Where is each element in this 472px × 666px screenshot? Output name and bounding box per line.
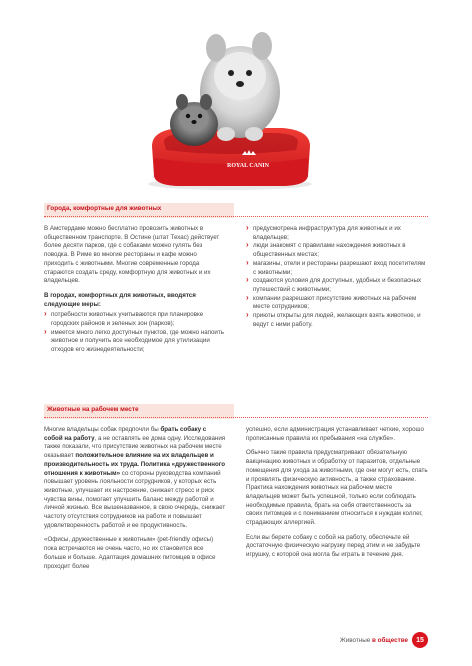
cities-right-column [246, 225, 428, 329]
royal-canin-logo-text: ROYAL CANIN [227, 163, 269, 169]
list-item: › предусмотрена инфраструктура для животных и их владельцев; [246, 225, 428, 242]
list-item: › магазины, отели и рестораны разрешают вход посетителям с животными; [246, 260, 428, 277]
workplace-paragraph-2: «Офисы, дружественные к животным» (pet-friendly офисы) пока встречаются не очень часто, но их становится все больше и больше. Адаптация домашних питомцев в офисе проходит более [44, 536, 216, 570]
list-item: › имеется много легко доступных пунктов, где можно напоить животное и получить все необходимое для утилизации отходов его жизнедеятельности; [44, 329, 226, 355]
puppies-on-bed-illustration [130, 18, 330, 198]
cities-measures-list-continued [246, 225, 428, 329]
workplace-paragraph-1: Многие владельцы собак предпочли бы брать собаку с собой на работу, а не оставлять ее дома одну. Исследования также показали, что присутствие животных на рабочем месте оказывает положительное влияние на их владельцев и производительность их труда. Политика «дружественного отношения к животным» со стороны руководства компаний повышает уровень лояльности сотрудников, у которых есть животные, улучшает их настроение, снижает стресс и риск чувства вины, помогает улучшить баланс между работой и личной жизнью. Все вышеназванное, в свою очередь, снижает частоту отсутствия сотрудников на работе и повышает удовлетворенность работой и ее продуктивность. [44, 426, 226, 529]
page-number: 15 [412, 632, 428, 648]
list-item: › люди знакомят с правилами нахождения животных в общественных местах; [246, 242, 428, 259]
cities-intro-paragraph: В Амстердаме можно бесплатно провозить животных в общественном транспорте. В Остине (штат Техас) действует более десяти парков, где с собаками можно гулять без поводка. В Риме во многие рестораны и кафе можно приходить с животными. Многие современные города стараются создать среду, комфортную для животных и их владельцев. [44, 225, 220, 285]
list-item: › приюты открыты для людей, желающих взять животное, и ведут с ними работу. [246, 312, 428, 329]
list-item: › компании разрешают присутствие животных на рабочем месте сотрудников; [246, 295, 428, 312]
workplace-paragraph-4: Обычно такие правила предусматривают обязательную вакцинацию животных и обработку от паразитов, отдельные помещения для ухода за животными, где они могут есть, спать и проявлять физическую активность, а также страхование. Практика нахождения животных на рабочем месте владельцев может быть успешной, только если соблюдать необходимые правила, брать на себя ответственность за своих питомцев и с пониманием относиться к нуждам коллег, страдающих аллергией. [246, 449, 428, 527]
cities-measures-lead: В городах, комфортных для животных, вводятся следующие меры: [44, 291, 196, 308]
workplace-paragraph-5: Если вы берете собаку с собой на работу, обеспечьте ей достаточную физическую нагрузку перед этим и не забудьте игрушку, с которой она могла бы играть в течение дня. [246, 533, 421, 559]
workplace-right-column [246, 426, 428, 566]
page-footer [340, 632, 428, 648]
cities-measures-list [44, 311, 226, 355]
section-title-workplace-text: Животные на рабочем месте [47, 406, 139, 413]
section-divider [44, 417, 428, 418]
section-divider [44, 216, 428, 217]
cities-left-column [44, 225, 226, 355]
footer-section-label: Животные в обществе [339, 636, 408, 644]
section-title-cities-text: Города, комфортные для животных [47, 205, 162, 212]
hero-photo-puppies [130, 18, 330, 198]
list-item: › создаются условия для доступных, удобных и безопасных путешествий с животными; [246, 277, 428, 294]
workplace-left-column [44, 426, 226, 577]
list-item: › потребности животных учитываются при планировке городских районов и зеленых зон (парков); [44, 311, 226, 328]
workplace-paragraph-3: успешно, если администрация устанавливает четкие, хорошо прописанные правила их пребывания «на службе». [246, 426, 424, 442]
